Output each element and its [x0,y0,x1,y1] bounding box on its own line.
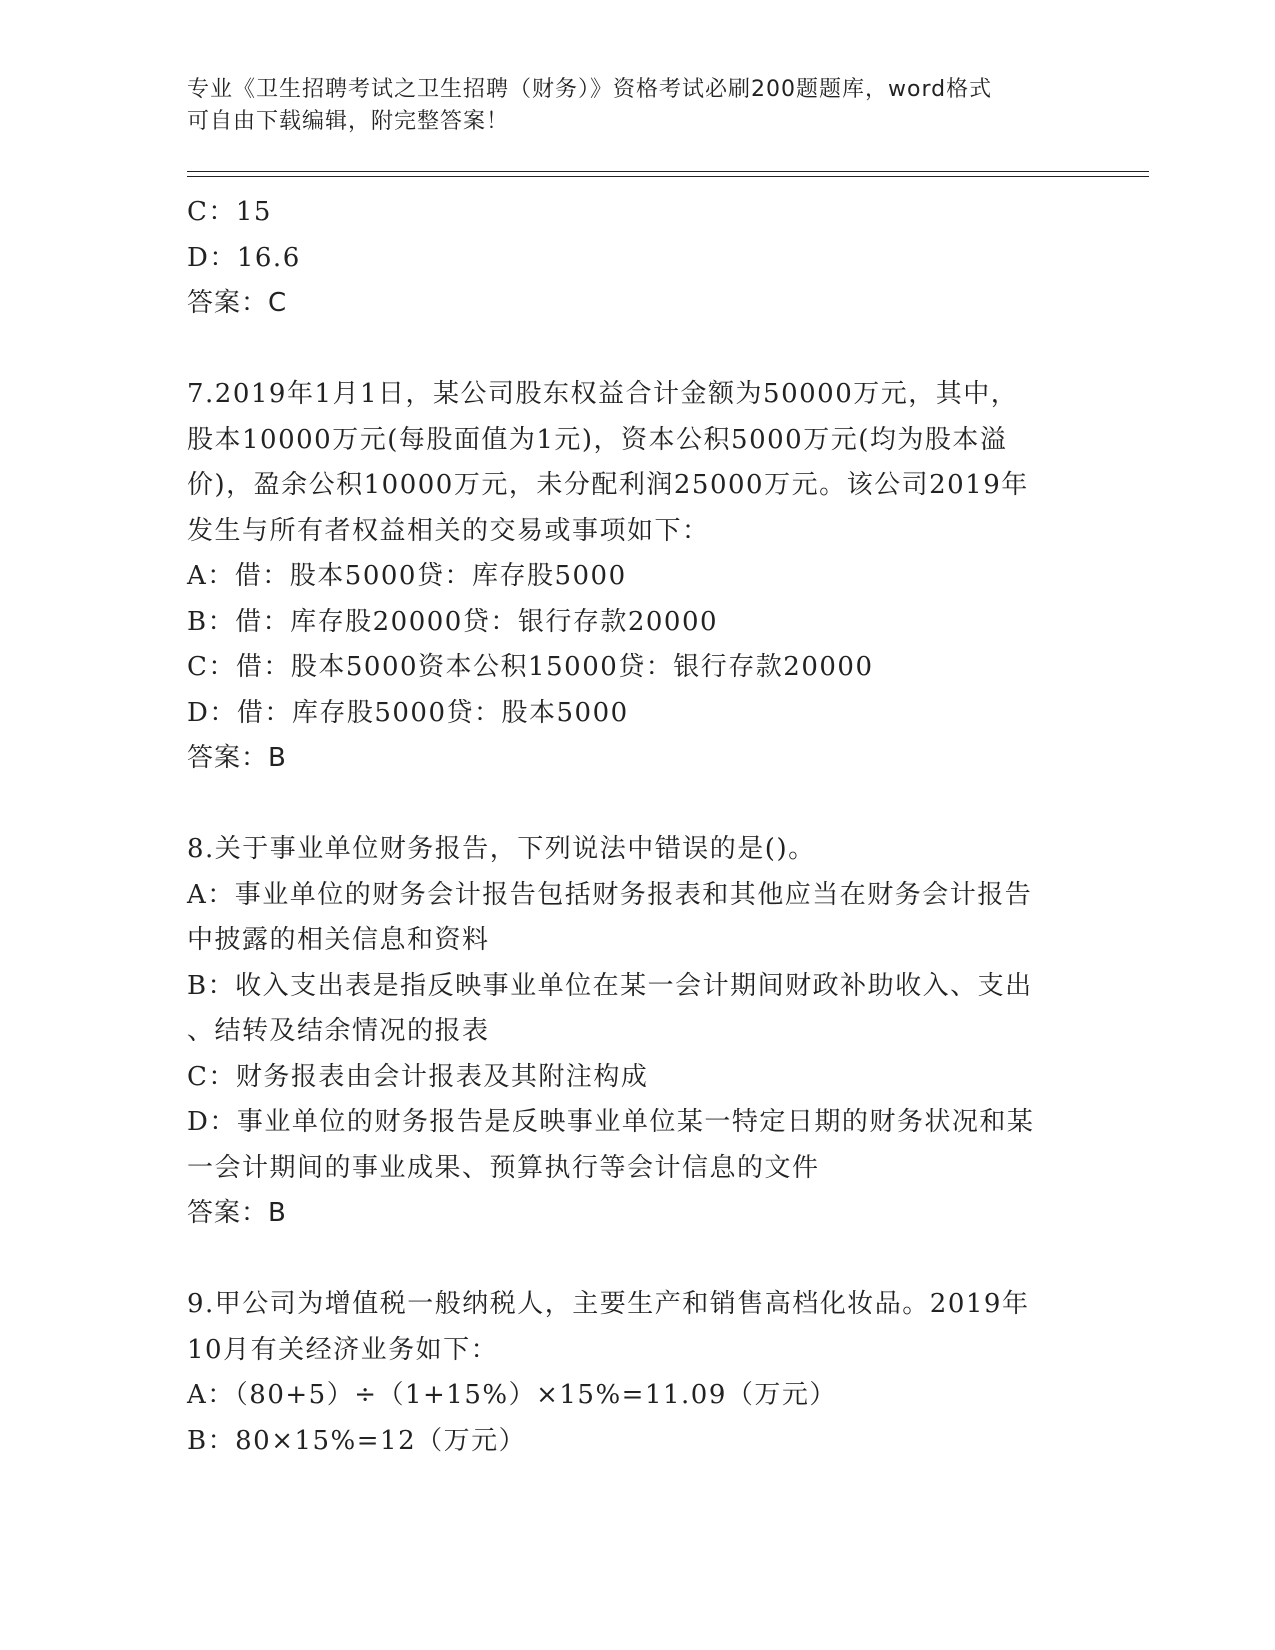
question-9-option-a: A：（80+5）÷（1+15%）×15%=11.09（万元） [187,1380,837,1410]
option-d: D：16.6 [187,242,301,273]
question-7-option-b: B：借：库存股20000贷：银行存款20000 [187,606,719,637]
question-8-option-b-cont: 、结转及结余情况的报表 [187,1016,490,1046]
header-divider-top [187,171,1149,172]
spacer [187,782,1087,828]
question-7-option-c: C：借：股本5000资本公积15000贷：银行存款20000 [187,652,874,682]
question-7-stem: 价)，盈余公积10000万元，未分配利润25000万元。该公司2019年 [187,470,1029,500]
question-8-option-b: B：收入支出表是指反映事业单位在某一会计期间财政补助收入、支出 [187,970,1033,1001]
document-header [187,74,1067,138]
answer: 答案：C [187,288,288,318]
question-8-option-a: A：事业单位的财务会计报告包括财务报表和其他应当在财务会计报告 [187,879,1033,910]
question-7-answer: 答案：B [187,743,287,773]
header-divider-bottom [187,176,1149,177]
header-line-1: 专业《卫生招聘考试之卫生招聘（财务）》资格考试必刷200题题库，word格式 [187,77,993,102]
spacer [187,327,1087,373]
question-7-option-a: A：借：股本5000贷：库存股5000 [187,561,627,591]
spacer [187,1237,1087,1283]
question-7-stem: 股本10000万元(每股面值为1元)，资本公积5000万元(均为股本溢 [187,424,1008,455]
question-8-option-a-cont: 中披露的相关信息和资料 [187,925,490,955]
question-8-answer: 答案：B [187,1198,287,1228]
question-9-stem: 9.甲公司为增值税一般纳税人，主要生产和销售高档化妆品。2019年 [187,1289,1030,1319]
question-7-stem: 7.2019年1月1日，某公司股东权益合计金额为50000万元，其中， [187,379,1019,409]
question-content [187,190,1087,1464]
question-8-option-d-cont: 一会计期间的事业成果、预算执行等会计信息的文件 [187,1152,820,1183]
question-7-option-d: D：借：库存股5000贷：股本5000 [187,697,629,728]
header-line-2: 可自由下载编辑，附完整答案！ [187,109,510,134]
option-c: C：15 [187,197,272,227]
question-8-stem: 8.关于事业单位财务报告，下列说法中错误的是()。 [187,834,816,864]
question-9-stem: 10月有关经济业务如下： [187,1334,499,1365]
question-9-option-b: B：80×15%=12（万元） [187,1425,527,1456]
question-8-option-d: D：事业单位的财务报告是反映事业单位某一特定日期的财务状况和某 [187,1107,1035,1137]
question-8-option-c: C：财务报表由会计报表及其附注构成 [187,1061,649,1092]
question-7-stem: 发生与所有者权益相关的交易或事项如下： [187,515,710,546]
